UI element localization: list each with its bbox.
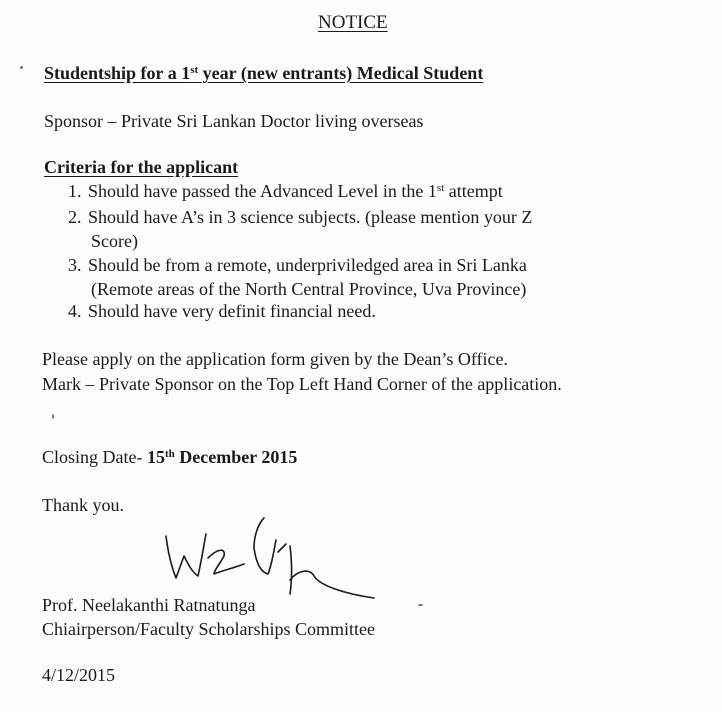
signatory-role: Chiairperson/Faculty Scholarships Committee bbox=[42, 619, 375, 639]
ink-speck bbox=[52, 414, 54, 419]
thank-you: Thank you. bbox=[42, 495, 124, 515]
notice-title: NOTICE bbox=[318, 12, 388, 33]
signatory-name: Prof. Neelakanthi Ratnatunga bbox=[42, 595, 256, 615]
criteria-item-2-continued: Score) bbox=[91, 231, 138, 251]
criteria-item-3-continued: (Remote areas of the North Central Province, Uva Province) bbox=[91, 279, 527, 299]
criteria-heading: Criteria for the applicant bbox=[44, 157, 239, 177]
closing-date: Closing Date- 15th December 2015 bbox=[42, 447, 298, 467]
ink-speck bbox=[418, 604, 423, 606]
ink-speck bbox=[20, 66, 23, 69]
sponsor-line: Sponsor – Private Sri Lankan Doctor living overseas bbox=[44, 111, 424, 131]
apply-instruction: Please apply on the application form given by the Dean’s Office. bbox=[42, 349, 509, 369]
mark-instruction: Mark – Private Sponsor on the Top Left Hand Corner of the application. bbox=[42, 374, 562, 394]
criteria-item-2: 2. Should have A’s in 3 science subjects. (please mention your Z bbox=[68, 207, 533, 227]
criteria-item-4: 4. Should have very definit financial need. bbox=[68, 301, 376, 321]
criteria-item-1: 1. Should have passed the Advanced Level in the 1st attempt bbox=[68, 181, 503, 201]
notice-date: 4/12/2015 bbox=[42, 665, 116, 685]
criteria-item-3: 3. Should be from a remote, underpriviledged area in Sri Lanka bbox=[68, 255, 527, 275]
studentship-heading: Studentship for a 1st year (new entrants) Medical Student bbox=[44, 63, 484, 83]
